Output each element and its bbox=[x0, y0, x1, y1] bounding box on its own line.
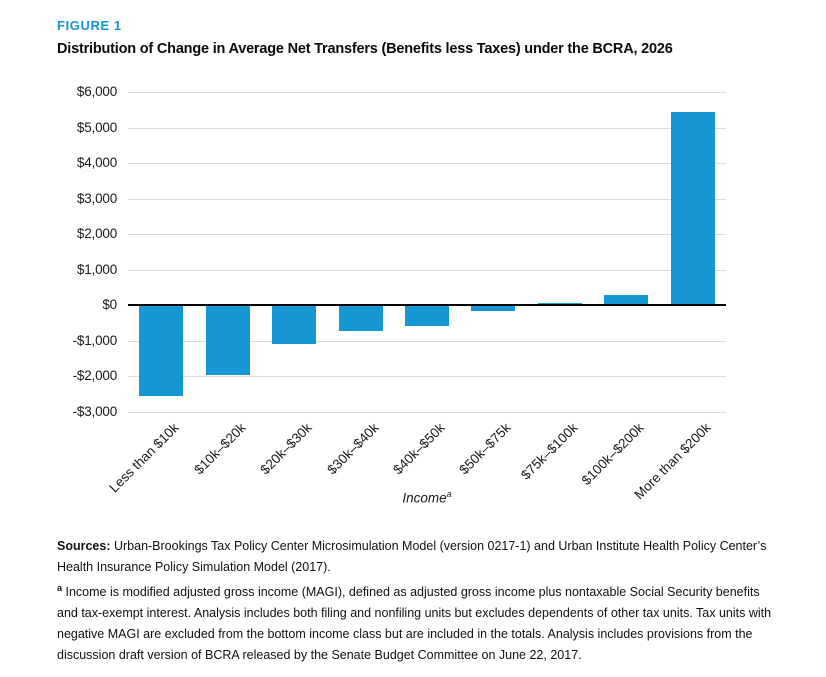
bar-5 bbox=[405, 305, 449, 325]
x-axis-title bbox=[128, 489, 726, 506]
gridline bbox=[128, 92, 726, 93]
sources-text: Urban-Brookings Tax Policy Center Microsimulation Model (version 0217-1) and Urban Institute Health Policy Center’s Health Insurance Policy Simulation Model (2017). bbox=[57, 539, 767, 574]
x-tick-label: $40k–$50k bbox=[390, 420, 448, 478]
x-tick-label: $100k–$200k bbox=[578, 420, 647, 488]
gridline bbox=[128, 376, 726, 377]
y-tick-label: $0 bbox=[102, 297, 117, 313]
bar-9 bbox=[671, 112, 715, 305]
y-tick-label: -$1,000 bbox=[72, 332, 117, 348]
footnote-marker: a bbox=[57, 583, 63, 593]
footer-notes bbox=[57, 536, 774, 666]
x-tick-label: $75k–$100k bbox=[517, 420, 581, 483]
x-axis-title-text: Income bbox=[402, 490, 447, 506]
x-tick-label: $20k–$30k bbox=[257, 420, 315, 478]
chart-title: Distribution of Change in Average Net Transfers (Benefits less Taxes) under the BCRA, 2026 bbox=[57, 41, 673, 57]
figure-label: FIGURE 1 bbox=[57, 18, 122, 33]
gridline bbox=[128, 199, 726, 200]
gridline bbox=[128, 163, 726, 164]
sources-label: Sources: bbox=[57, 539, 111, 553]
bar-1 bbox=[139, 305, 183, 396]
x-tick-label: $50k–$75k bbox=[456, 420, 515, 478]
y-tick-label: $5,000 bbox=[76, 119, 117, 135]
zero-axis-line bbox=[128, 304, 726, 306]
y-tick-label: $4,000 bbox=[76, 155, 117, 171]
y-tick-label: $1,000 bbox=[76, 261, 117, 277]
footnote-text: Income is modified adjusted gross income (MAGI), defined as adjusted gross income plus nontaxable Social Security benefits and tax-exempt interest. Analysis includes both filing and nonfiling units but excludes dependents of other tax units. Tax units with negative MAGI are excluded from the bottom income class but are included in the totals. Analysis includes provisions from the discussion draft version of BCRA released by the Senate Budget Committee on June 22, 2017. bbox=[57, 585, 772, 663]
gridline bbox=[128, 128, 726, 129]
gridline bbox=[128, 412, 726, 413]
x-tick-label: More than $200k bbox=[631, 420, 714, 503]
income-footnote bbox=[57, 578, 774, 666]
x-tick-label: $30k–$40k bbox=[323, 420, 382, 478]
y-tick-label: $2,000 bbox=[76, 226, 117, 242]
x-tick-label: $10k–$20k bbox=[190, 420, 249, 478]
bar-4 bbox=[339, 305, 383, 331]
gridline bbox=[128, 270, 726, 271]
plot-area bbox=[128, 92, 726, 412]
sources-note bbox=[57, 536, 774, 578]
bar-3 bbox=[272, 305, 316, 344]
x-tick-label: Less than $10k bbox=[106, 420, 182, 496]
y-tick-label: -$2,000 bbox=[72, 368, 117, 384]
bar-2 bbox=[206, 305, 250, 375]
y-tick-label: $6,000 bbox=[76, 84, 117, 99]
y-tick-label: $3,000 bbox=[76, 190, 117, 206]
x-axis-title-superscript: a bbox=[446, 489, 452, 499]
y-tick-label: -$3,000 bbox=[72, 404, 117, 419]
gridline bbox=[128, 234, 726, 235]
